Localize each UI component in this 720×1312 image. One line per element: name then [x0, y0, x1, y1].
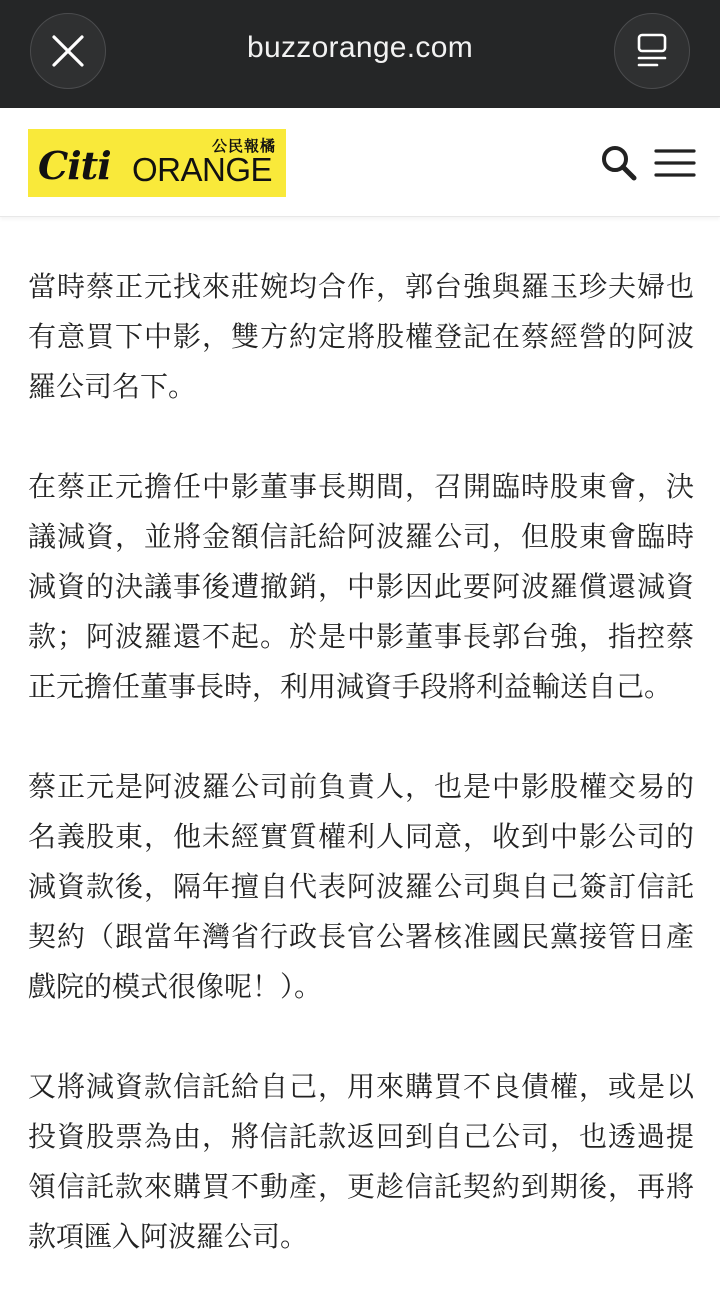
- logo-chinese-text: 公民報橘: [211, 137, 276, 155]
- hamburger-icon: [654, 148, 696, 178]
- search-button[interactable]: [600, 144, 638, 182]
- hamburger-menu-button[interactable]: [654, 148, 696, 178]
- reader-menu-button[interactable]: [614, 13, 690, 89]
- article-body: [28, 262, 694, 1312]
- site-header: [0, 108, 720, 217]
- article-paragraph: 蔡正元是阿波羅公司前負責人，也是中影股權交易的名義股東，他未經實質權利人同意，收到中影公司的減資款後，隔年擅自代表阿波羅公司與自己簽訂信託契約（跟當年灣省行政長官公署核准國民黨接管日產戲院的模式很像呢！）。: [28, 770, 694, 1003]
- search-icon: [600, 144, 638, 182]
- url-display[interactable]: buzzorange.com: [247, 31, 473, 64]
- article-paragraph: 當時蔡正元找來莊婉均合作，郭台強與羅玉珍夫婦也有意買下中影，雙方約定將股權登記在蔡經營的阿波羅公司名下。: [28, 270, 694, 403]
- article-paragraph: 又將減資款信託給自己，用來購買不良債權，或是以投資股票為由，將信託款返回到自己公司，也透過提領信託款來購買不動產，更趁信託契約到期後，再將款項匯入阿波羅公司。: [28, 1070, 694, 1253]
- reader-menu-icon: [637, 33, 667, 69]
- close-button[interactable]: [30, 13, 106, 89]
- citiorange-logo[interactable]: [28, 129, 286, 197]
- close-icon: [51, 34, 85, 68]
- browser-toolbar: [0, 0, 720, 108]
- article-paragraph: 在蔡正元擔任中影董事長期間，召開臨時股東會，決議減資，並將金額信託給阿波羅公司，但股東會臨時減資的決議事後遭撤銷，中影因此要阿波羅償還減資款；阿波羅還不起。於是中影董事長郭台強，指控蔡正元擔任董事長時，利用減資手段將利益輸送自己。: [28, 470, 694, 703]
- logo-orange-text: ORANGE: [132, 151, 273, 188]
- logo-citi-text: Citi: [38, 143, 111, 188]
